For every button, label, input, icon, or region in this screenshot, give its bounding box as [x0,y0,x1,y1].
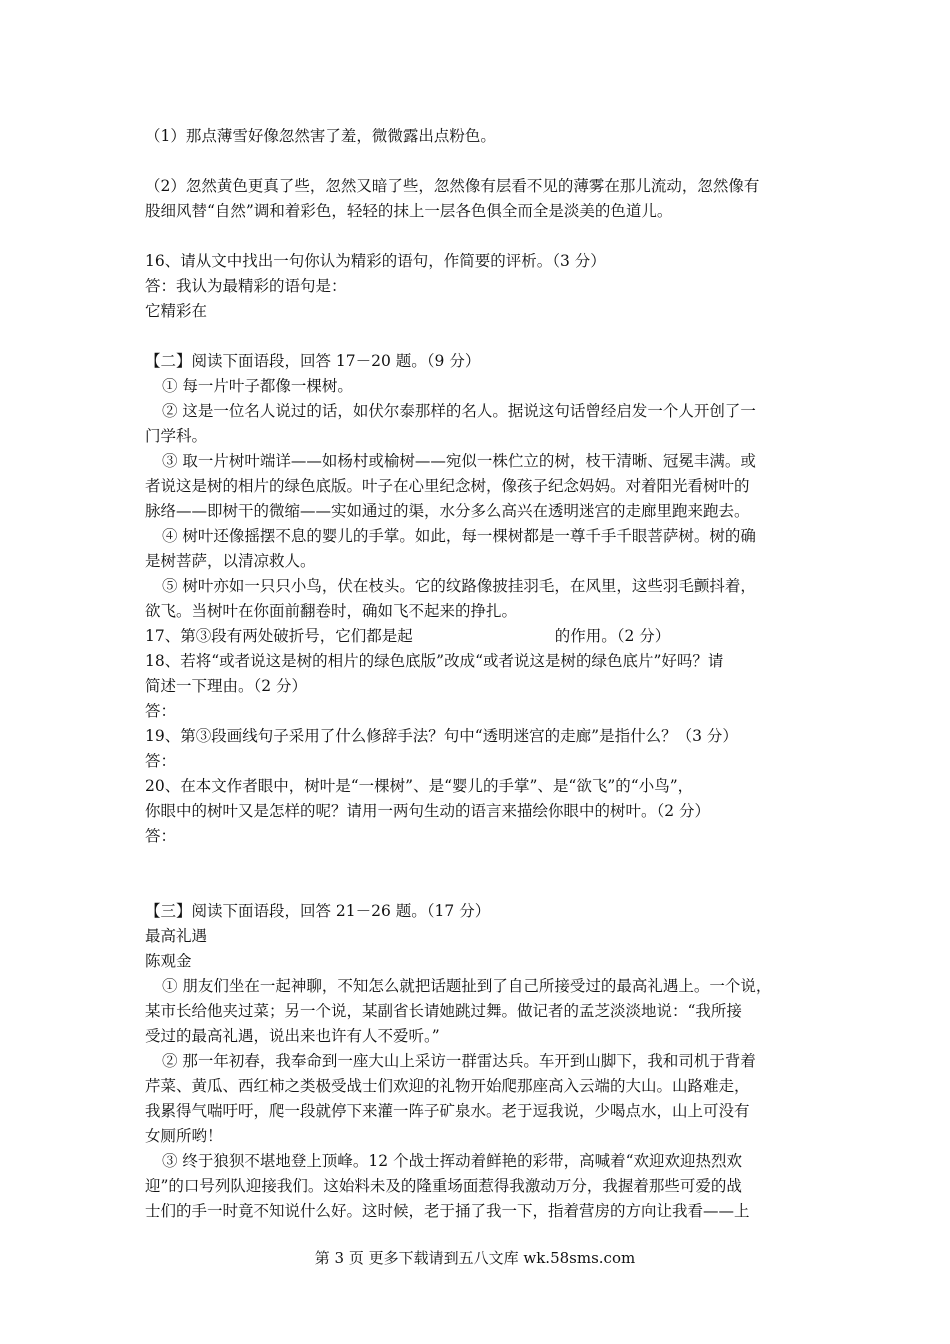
question-20-answer: 答： [145,827,177,845]
question-16-answer: 答：我认为最精彩的语句是： [145,277,347,295]
question-18-line-2: 简述一下理由。（2 分） [145,677,308,695]
answer-item-2-line-2: 股细风替“自然”调和着彩色，轻轻的抹上一层各色俱全而全是淡美的色道儿。 [145,202,673,220]
paragraph-line: ③ 取一片树叶端详——如杨村或榆树——宛似一株伫立的树，枝干清晰、冠冕丰满。或 [162,452,756,470]
question-18-answer: 答： [145,702,177,720]
paragraph-line: 脉络——即树干的微缩——实如通过的渠，水分多么高兴在透明迷宫的走廊里跑来跑去。 [145,502,750,520]
paragraph-line: 我累得气喘吁吁，爬一段就停下来灌一阵子矿泉水。老于逗我说，少喝点水，山上可没有 [145,1102,750,1120]
paragraph-line: 者说这是树的相片的绿色底版。叶子在心里纪念树，像孩子纪念妈妈。对着阳光看树叶的 [145,477,750,495]
paragraph-line: 是树菩萨，以清凉救人。 [145,552,316,570]
question-17 [145,625,825,647]
question-16: 16、请从文中找出一句你认为精彩的语句，作简要的评析。（3 分） [145,252,606,270]
answer-item-2-line-1: （2）忽然黄色更真了些，忽然又暗了些，忽然像有层看不见的薄雾在那儿流动，忽然像有 [145,177,760,195]
question-19-answer: 答： [145,752,177,770]
section-2-heading: 【二】阅读下面语段，回答 17－20 题。（9 分） [145,352,481,370]
paragraph-line: ② 这是一位名人说过的话，如伏尔泰那样的名人。据说这句话曾经启发一个人开创了一 [162,402,756,420]
question-16-reason: 它精彩在 [145,302,208,320]
paragraph-line: 迎”的口号列队迎接我们。这始料未及的隆重场面惹得我激动万分，我握着那些可爱的战 [145,1177,742,1195]
paragraph-line: 某市长给他夹过菜；另一个说，某副省长请她跳过舞。做记者的孟芝淡淡地说：“我所接 [145,1002,742,1020]
paragraph-line: ③ 终于狼狈不堪地登上顶峰。12 个战士挥动着鲜艳的彩带，高喊着“欢迎欢迎热烈欢 [162,1152,743,1170]
question-17-part-a: 17、第③段有两处破折号，它们都是起 [145,627,413,645]
paragraph-line: 芹菜、黄瓜、西红柿之类极受战士们欢迎的礼物开始爬那座高入云端的大山。山路难走， [145,1077,750,1095]
paragraph-line: 欲飞。当树叶在你面前翻卷时，确如飞不起来的挣扎。 [145,602,518,620]
question-18-line-1: 18、若将“或者说这是树的相片的绿色底版”改成“或者说这是树的绿色底片”好吗？请 [145,652,724,670]
paragraph-line: ④ 树叶还像摇摆不息的婴儿的手掌。如此，每一棵树都是一尊千手千眼菩萨树。树的确 [162,527,756,545]
paragraph-line: ① 朋友们坐在一起神聊，不知怎么就把话题扯到了自己所接受过的最高礼遇上。一个说， [162,977,772,995]
question-19: 19、第③段画线句子采用了什么修辞手法？句中“透明迷宫的走廊”是指什么？（3 分） [145,727,738,745]
article-author: 陈观金 [145,952,192,970]
paragraph-line: 女厕所哟！ [145,1127,223,1145]
answer-item-1: （1）那点薄雪好像忽然害了羞，微微露出点粉色。 [145,127,496,145]
question-17-part-b: 的作用。（2 分） [554,627,671,645]
question-20-line-2: 你眼中的树叶又是怎样的呢？请用一两句生动的语言来描绘你眼中的树叶。（2 分） [145,802,711,820]
question-20-line-1: 20、在本文作者眼中，树叶是“一棵树”、是“婴儿的手掌”、是“欲飞”的“小鸟”， [145,777,694,795]
paragraph-line: ① 每一片叶子都像一棵树。 [162,377,353,395]
section-3-heading: 【三】阅读下面语段，回答 21－26 题。（17 分） [145,902,491,920]
page-footer: 第 3 页 更多下载请到五八文库 wk.58sms.com [314,1249,636,1267]
paragraph-line: 士们的手一时竟不知说什么好。这时候，老于捅了我一下，指着营房的方向让我看——上 [145,1202,750,1220]
article-title: 最高礼遇 [145,927,208,945]
paragraph-line: 门学科。 [145,427,208,445]
paragraph-line: ⑤ 树叶亦如一只只小鸟，伏在枝头。它的纹路像披挂羽毛，在风里，这些羽毛颤抖着， [162,577,756,595]
paragraph-line: 受过的最高礼遇，说出来也许有人不爱听。” [145,1027,440,1045]
paragraph-line: ② 那一年初春，我奉命到一座大山上采访一群雷达兵。车开到山脚下，我和司机于背着 [162,1052,756,1070]
